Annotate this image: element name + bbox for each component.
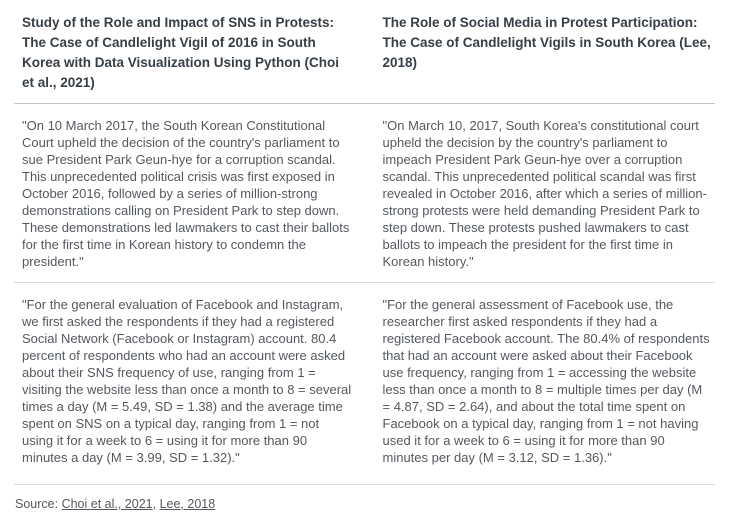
source-label: Source: — [15, 497, 59, 511]
table-header-row — [14, 13, 715, 104]
source-link-choi-2021[interactable]: Choi et al., 2021 — [61, 497, 153, 511]
quote-cell-choi-survey: "For the general evaluation of Facebook and Instagram, we first asked the respondents if they had a registered Social Network (Facebook or Instagram) account. 80.4 percent of respondents who had an account were asked about their SNS frequency of use, ranging from 1 = visiting the website less than once a month to 8 = several times a day (M = 5.49, SD = 1.38) and the average time spent on SNS on a typical day, ranging from 1 = not using it for a week to 6 = using it for more than 90 minutes a day (M = 3.99, SD = 1.32)." — [22, 297, 352, 465]
quote-cell-lee-impeachment: "On March 10, 2017, South Korea's constitutional court upheld the decision by the country's parliament to impeach President Park Geun-hye over a corruption scandal. This unprecedented political scandal was first revealed in October 2016, after which a series of million-strong protests were held demanding President Park to step down. These protests pushed lawmakers to cast ballots to impeach the president for the first time in Korean history." — [382, 118, 707, 269]
column-header-choi-2021: Study of the Role and Impact of SNS in Protests: The Case of Candlelight Vigil of 2016 in South Korea with Data Visualization Using Python (Choi et al., 2021) — [22, 15, 340, 90]
source-link-lee-2018[interactable]: Lee, 2018 — [159, 497, 216, 511]
column-header-lee-2018: The Role of Social Media in Protest Participation: The Case of Candlelight Vigils in South Korea (Lee, 2018) — [382, 15, 711, 70]
source-link-choi-wrapper — [62, 497, 153, 511]
quote-cell-lee-survey: "For the general assessment of Facebook use, the researcher first asked respondents if they had a registered Facebook account. The 80.4% of respondents that had an account were asked about their Facebook use frequency, ranging from 1 = accessing the website less than once a month to 8 = multiple times per day (M = 4.87, SD = 2.64), and about the total time spent on Facebook on a typical day, ranging from 1 = not having used it for a week to 6 = using it for more than 90 minutes per day (M = 3.12, SD = 1.36)." — [382, 297, 710, 465]
source-separator: , — [152, 497, 160, 511]
table-row-survey-quotes — [14, 283, 715, 485]
quote-cell-choi-impeachment: "On 10 March 2017, the South Korean Constitutional Court upheld the decision of the country's parliament to sue President Park Geun-hye for a corruption scandal. This unprecedented political crisis was first exposed in October 2016, followed by a series of million-strong demonstrations calling on President Park to step down. These demonstrations led lawmakers to cast their ballots for the first time in Korean history to condemn the president." — [22, 118, 350, 269]
table-row-impeachment-quotes — [14, 104, 715, 283]
